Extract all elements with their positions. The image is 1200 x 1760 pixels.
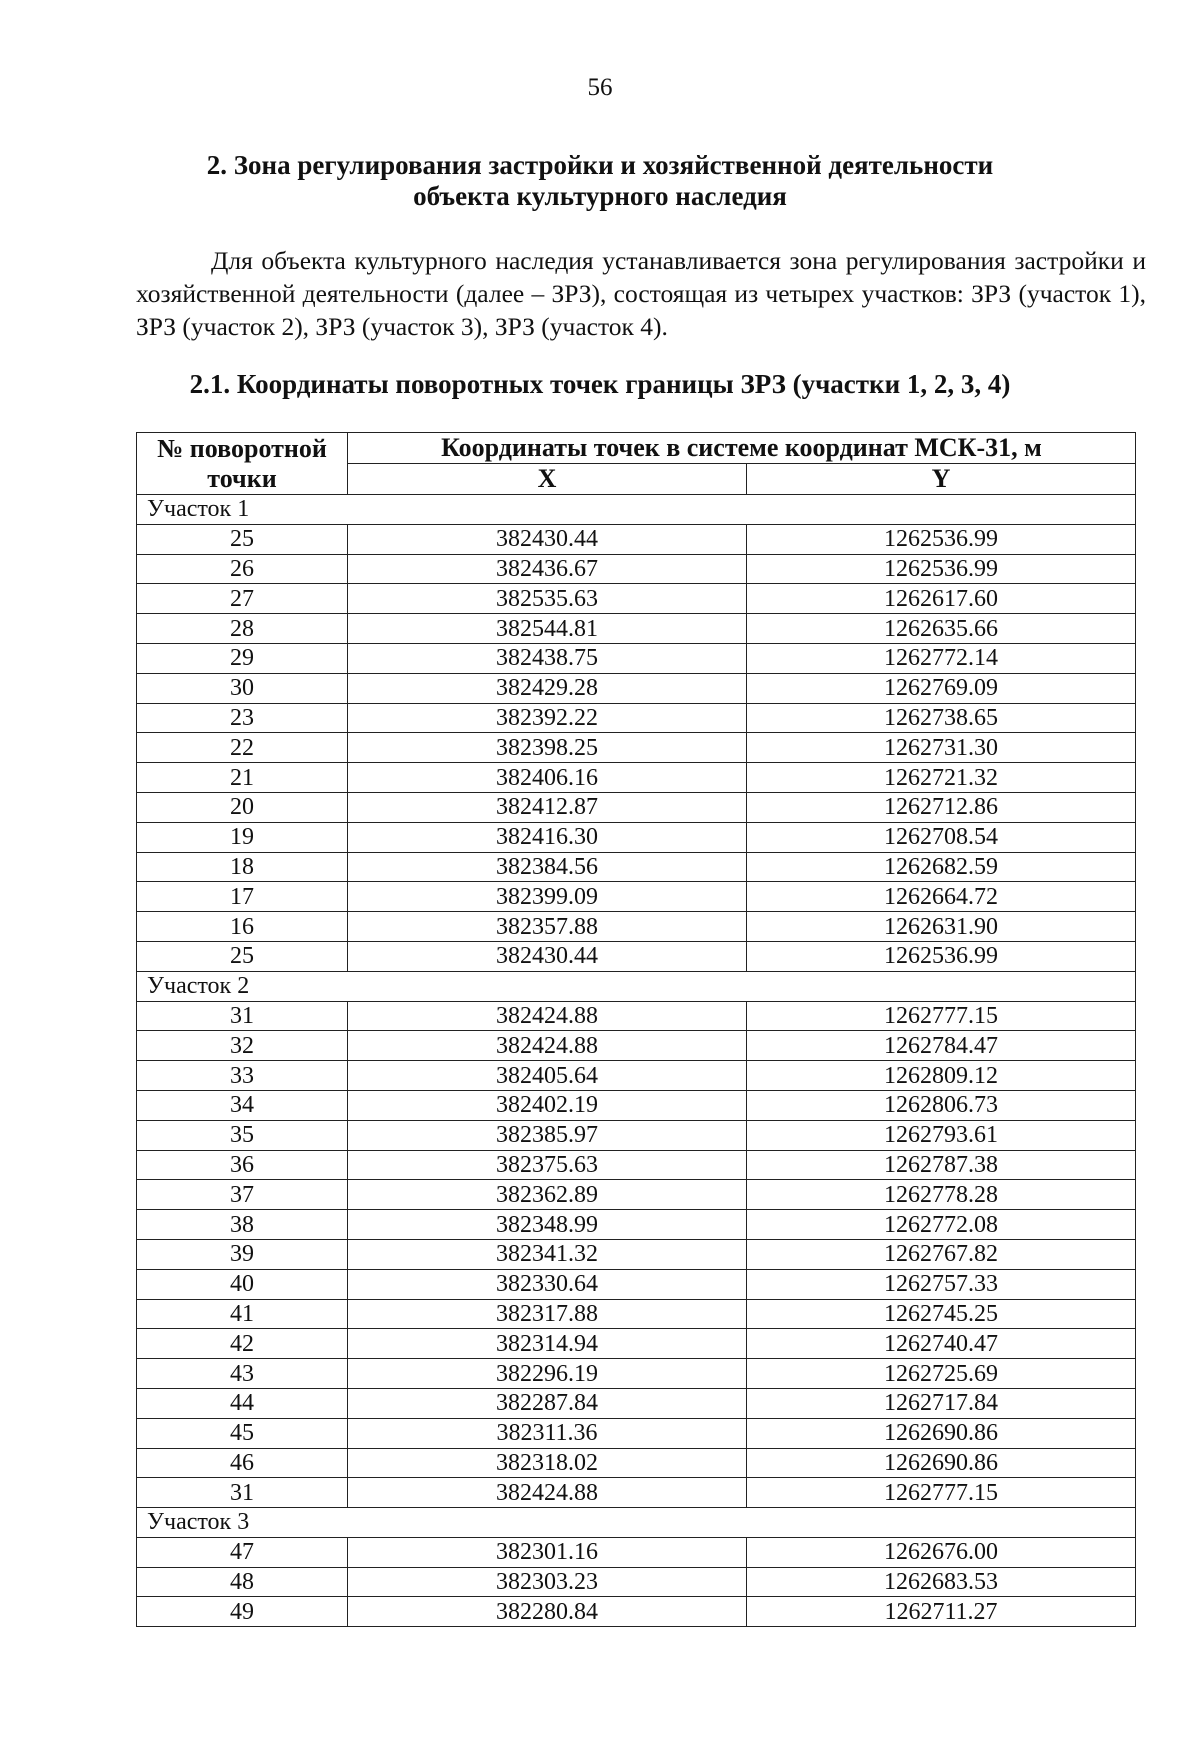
table-row: [137, 524, 1136, 554]
y-coordinate-cell: 1262772.08: [747, 1210, 1136, 1240]
section-row: [137, 971, 1136, 1001]
point-number-cell: 26: [137, 554, 348, 584]
header-point-number: [137, 433, 348, 495]
x-coordinate-cell: 382314.94: [348, 1329, 747, 1359]
section-row: [137, 1508, 1136, 1538]
x-coordinate-cell: 382392.22: [348, 703, 747, 733]
x-coordinate-cell: 382311.36: [348, 1418, 747, 1448]
point-number-cell: 40: [137, 1269, 348, 1299]
point-number-cell: 42: [137, 1329, 348, 1359]
header-y: Y: [747, 464, 1136, 495]
table-row: [137, 614, 1136, 644]
x-coordinate-cell: 382330.64: [348, 1269, 747, 1299]
table-row: [137, 554, 1136, 584]
y-coordinate-cell: 1262777.15: [747, 1001, 1136, 1031]
y-coordinate-cell: 1262712.86: [747, 792, 1136, 822]
point-number-cell: 19: [137, 822, 348, 852]
table-row: [137, 1031, 1136, 1061]
y-coordinate-cell: 1262631.90: [747, 912, 1136, 942]
table-row: [137, 643, 1136, 673]
table-row: [137, 1388, 1136, 1418]
x-coordinate-cell: 382438.75: [348, 643, 747, 673]
point-number-cell: 17: [137, 882, 348, 912]
x-coordinate-cell: 382412.87: [348, 792, 747, 822]
x-coordinate-cell: 382375.63: [348, 1150, 747, 1180]
point-number-cell: 49: [137, 1597, 348, 1627]
y-coordinate-cell: 1262767.82: [747, 1239, 1136, 1269]
table-row: [137, 912, 1136, 942]
y-coordinate-cell: 1262536.99: [747, 941, 1136, 971]
page-number: 56: [587, 74, 613, 101]
y-coordinate-cell: 1262745.25: [747, 1299, 1136, 1329]
point-number-cell: 35: [137, 1120, 348, 1150]
table-row: [137, 1090, 1136, 1120]
point-number-cell: 39: [137, 1239, 348, 1269]
point-number-cell: 38: [137, 1210, 348, 1240]
table-row: [137, 1448, 1136, 1478]
y-coordinate-cell: 1262772.14: [747, 643, 1136, 673]
table-row: [137, 1537, 1136, 1567]
point-number-cell: 46: [137, 1448, 348, 1478]
y-coordinate-cell: 1262793.61: [747, 1120, 1136, 1150]
table-row: [137, 1180, 1136, 1210]
section-label: Участок 2: [137, 971, 1136, 1001]
x-coordinate-cell: 382303.23: [348, 1567, 747, 1597]
y-coordinate-cell: 1262731.30: [747, 733, 1136, 763]
x-coordinate-cell: 382430.44: [348, 524, 747, 554]
y-coordinate-cell: 1262690.86: [747, 1418, 1136, 1448]
table-row: [137, 1597, 1136, 1627]
table-row: [137, 1478, 1136, 1508]
y-coordinate-cell: 1262682.59: [747, 852, 1136, 882]
table-row: [137, 763, 1136, 793]
x-coordinate-cell: 382318.02: [348, 1448, 747, 1478]
table-row: [137, 792, 1136, 822]
table-row: [137, 1359, 1136, 1389]
x-coordinate-cell: 382436.67: [348, 554, 747, 584]
y-coordinate-cell: 1262690.86: [747, 1448, 1136, 1478]
coordinates-table: [136, 432, 1136, 1627]
x-coordinate-cell: 382424.88: [348, 1031, 747, 1061]
table-row: [137, 1269, 1136, 1299]
y-coordinate-cell: 1262711.27: [747, 1597, 1136, 1627]
point-number-cell: 22: [137, 733, 348, 763]
table-row: [137, 1210, 1136, 1240]
y-coordinate-cell: 1262635.66: [747, 614, 1136, 644]
y-coordinate-cell: 1262787.38: [747, 1150, 1136, 1180]
x-coordinate-cell: 382406.16: [348, 763, 747, 793]
point-number-cell: 32: [137, 1031, 348, 1061]
point-number-cell: 29: [137, 643, 348, 673]
point-number-cell: 36: [137, 1150, 348, 1180]
intro-paragraph: Для объекта культурного наследия устанавливается зона регулирования застройки и хозяйственной деятельности (далее – ЗРЗ), состоящая из четырех участков: ЗРЗ (участок 1), ЗРЗ (участок 2), ЗРЗ (участок 3), ЗРЗ (участок 4).: [136, 246, 1146, 341]
x-coordinate-cell: 382296.19: [348, 1359, 747, 1389]
point-number-cell: 43: [137, 1359, 348, 1389]
table-row: [137, 1120, 1136, 1150]
y-coordinate-cell: 1262777.15: [747, 1478, 1136, 1508]
x-coordinate-cell: 382348.99: [348, 1210, 747, 1240]
table-row: [137, 822, 1136, 852]
table-header-row: [137, 433, 1136, 464]
table-row: [137, 1061, 1136, 1091]
x-coordinate-cell: 382280.84: [348, 1597, 747, 1627]
x-coordinate-cell: 382362.89: [348, 1180, 747, 1210]
point-number-cell: 31: [137, 1001, 348, 1031]
point-number-cell: 16: [137, 912, 348, 942]
table-row: [137, 882, 1136, 912]
y-coordinate-cell: 1262617.60: [747, 584, 1136, 614]
point-number-cell: 31: [137, 1478, 348, 1508]
point-number-cell: 18: [137, 852, 348, 882]
section-row: [137, 495, 1136, 525]
y-coordinate-cell: 1262757.33: [747, 1269, 1136, 1299]
section-title-line2: объекта культурного наследия: [413, 181, 787, 211]
point-number-cell: 25: [137, 524, 348, 554]
table-row: [137, 1299, 1136, 1329]
point-number-cell: 37: [137, 1180, 348, 1210]
x-coordinate-cell: 382341.32: [348, 1239, 747, 1269]
x-coordinate-cell: 382405.64: [348, 1061, 747, 1091]
header-x: X: [348, 464, 747, 495]
y-coordinate-cell: 1262664.72: [747, 882, 1136, 912]
table-row: [137, 1239, 1136, 1269]
point-number-cell: 47: [137, 1537, 348, 1567]
point-number-cell: 33: [137, 1061, 348, 1091]
x-coordinate-cell: 382430.44: [348, 941, 747, 971]
y-coordinate-cell: 1262676.00: [747, 1537, 1136, 1567]
section-title: [0, 150, 1200, 212]
x-coordinate-cell: 382317.88: [348, 1299, 747, 1329]
x-coordinate-cell: 382544.81: [348, 614, 747, 644]
x-coordinate-cell: 382535.63: [348, 584, 747, 614]
point-number-cell: 25: [137, 941, 348, 971]
table-row: [137, 733, 1136, 763]
y-coordinate-cell: 1262708.54: [747, 822, 1136, 852]
table-row: [137, 703, 1136, 733]
x-coordinate-cell: 382399.09: [348, 882, 747, 912]
table-row: [137, 673, 1136, 703]
table-row: [137, 1001, 1136, 1031]
x-coordinate-cell: 382301.16: [348, 1537, 747, 1567]
x-coordinate-cell: 382429.28: [348, 673, 747, 703]
y-coordinate-cell: 1262536.99: [747, 554, 1136, 584]
y-coordinate-cell: 1262721.32: [747, 763, 1136, 793]
point-number-cell: 27: [137, 584, 348, 614]
x-coordinate-cell: 382357.88: [348, 912, 747, 942]
table-row: [137, 1150, 1136, 1180]
table-row: [137, 1329, 1136, 1359]
x-coordinate-cell: 382287.84: [348, 1388, 747, 1418]
point-number-cell: 30: [137, 673, 348, 703]
point-number-cell: 23: [137, 703, 348, 733]
section-label: Участок 1: [137, 495, 1136, 525]
point-number-cell: 21: [137, 763, 348, 793]
y-coordinate-cell: 1262809.12: [747, 1061, 1136, 1091]
section-title-line1: 2. Зона регулирования застройки и хозяйственной деятельности: [206, 150, 994, 180]
table-subtitle: 2.1. Координаты поворотных точек границы ЗРЗ (участки 1, 2, 3, 4): [189, 369, 1011, 399]
y-coordinate-cell: 1262536.99: [747, 524, 1136, 554]
y-coordinate-cell: 1262717.84: [747, 1388, 1136, 1418]
table-row: [137, 941, 1136, 971]
y-coordinate-cell: 1262806.73: [747, 1090, 1136, 1120]
table-row: [137, 852, 1136, 882]
point-number-cell: 20: [137, 792, 348, 822]
x-coordinate-cell: 382384.56: [348, 852, 747, 882]
table-body: [137, 495, 1136, 1627]
y-coordinate-cell: 1262683.53: [747, 1567, 1136, 1597]
point-number-cell: 28: [137, 614, 348, 644]
point-number-cell: 41: [137, 1299, 348, 1329]
point-number-cell: 48: [137, 1567, 348, 1597]
table-row: [137, 1418, 1136, 1448]
y-coordinate-cell: 1262738.65: [747, 703, 1136, 733]
y-coordinate-cell: 1262725.69: [747, 1359, 1136, 1389]
header-point-number-line1: № поворотной: [157, 433, 327, 463]
x-coordinate-cell: 382398.25: [348, 733, 747, 763]
x-coordinate-cell: 382402.19: [348, 1090, 747, 1120]
header-coordinates: Координаты точек в системе координат МСК-31, м: [348, 433, 1136, 464]
x-coordinate-cell: 382424.88: [348, 1001, 747, 1031]
y-coordinate-cell: 1262784.47: [747, 1031, 1136, 1061]
point-number-cell: 45: [137, 1418, 348, 1448]
x-coordinate-cell: 382385.97: [348, 1120, 747, 1150]
x-coordinate-cell: 382424.88: [348, 1478, 747, 1508]
table-row: [137, 584, 1136, 614]
section-label: Участок 3: [137, 1508, 1136, 1538]
header-point-number-line2: точки: [207, 463, 277, 493]
y-coordinate-cell: 1262769.09: [747, 673, 1136, 703]
point-number-cell: 44: [137, 1388, 348, 1418]
y-coordinate-cell: 1262778.28: [747, 1180, 1136, 1210]
point-number-cell: 34: [137, 1090, 348, 1120]
x-coordinate-cell: 382416.30: [348, 822, 747, 852]
table-row: [137, 1567, 1136, 1597]
y-coordinate-cell: 1262740.47: [747, 1329, 1136, 1359]
